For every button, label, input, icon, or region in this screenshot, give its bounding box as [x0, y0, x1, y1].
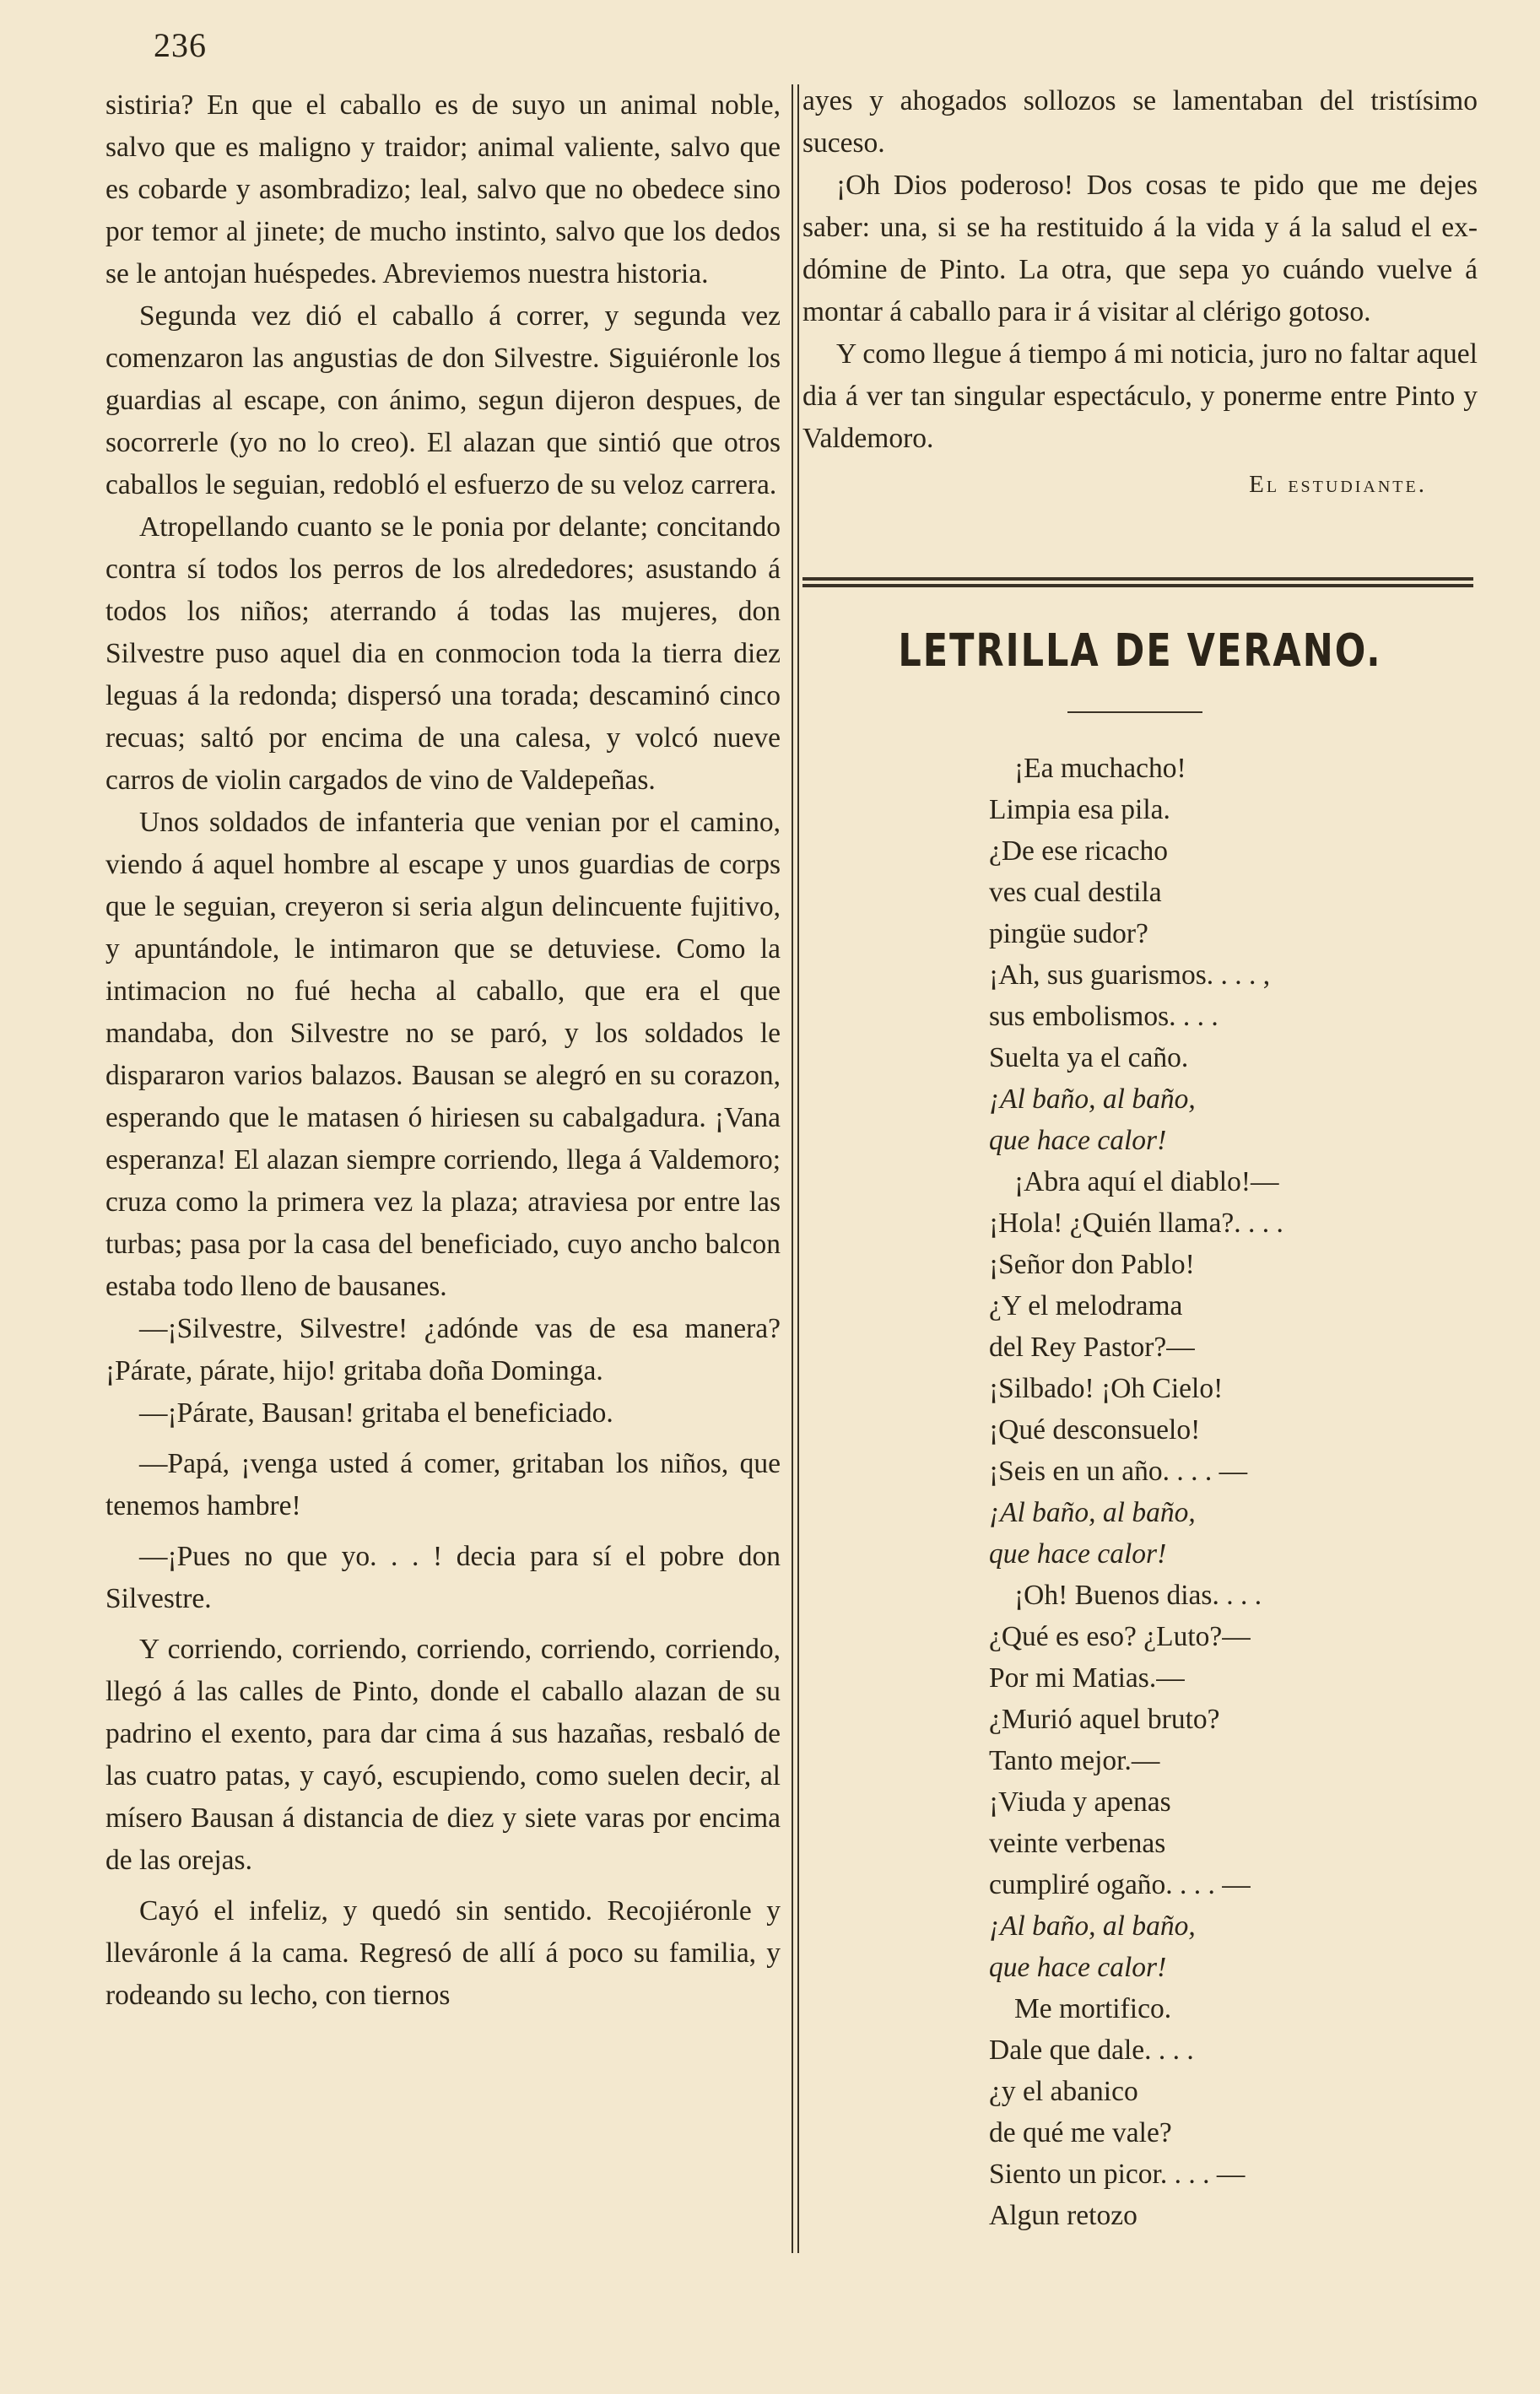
paragraph: —¡Párate, Bausan! gritaba el beneficiado. — [139, 1397, 613, 1429]
poem-line: ¿Y el melodrama — [989, 1290, 1183, 1321]
paragraph: ayes y ahogados sollozos se lamentaban del tristísimo suceso. — [802, 85, 1478, 159]
poem-line: ¡Ea muchacho! — [1014, 753, 1186, 784]
paragraph: ¡Oh Dios poderoso! Dos cosas te pido que me dejes saber: una, si se ha restituido á la vida y á la salud el ex-dómine de Pinto. La otra, que sepa yo cuándo vuelve á montar á caballo para ir á visitar al clérigo gotoso. — [802, 170, 1478, 327]
poem-line: sus embolismos. . . . — [989, 1001, 1218, 1032]
author-signature: El estudiante. — [1249, 471, 1427, 498]
poem-line: ¡Silbado! ¡Oh Cielo! — [989, 1373, 1224, 1404]
poem-line: Suelta ya el caño. — [989, 1042, 1189, 1073]
page-number: 236 — [154, 26, 207, 64]
right-column — [802, 80, 1478, 505]
poem-line: que hace calor! — [989, 1125, 1167, 1156]
paragraph: Y corriendo, corriendo, corriendo, corriendo, corriendo, llegó á las calles de Pinto, donde el caballo alazan de su padrino el exento, para dar cima á sus hazañas, resbaló de las cuatro patas, y cayó, escupiendo, como suelen decir, al mísero Bausan á distancia de diez y siete varas por encima de las orejas. — [105, 1634, 781, 1876]
left-column — [105, 84, 781, 2017]
poem-line: ¡Viuda y apenas — [989, 1786, 1171, 1818]
poem-line: cumpliré ogaño. . . . — — [989, 1869, 1251, 1900]
poem-line: Me mortifico. — [1014, 1993, 1172, 2024]
poem-line: del Rey Pastor?— — [989, 1332, 1195, 1363]
poem-line: ¡Qué desconsuelo! — [989, 1414, 1201, 1446]
paragraph: Cayó el infeliz, y quedó sin sentido. Recojiéronle y lleváronle á la cama. Regresó de allí á poco su familia, y rodeando su lecho, con tiernos — [105, 1895, 781, 2011]
column-divider — [792, 84, 799, 2253]
paragraph: Unos soldados de infanteria que venian por el camino, viendo á aquel hombre al escape y unos guardias de corps que le seguian, creyeron si seria algun delincuente fujitivo, y apuntándole, le intimaron que se detuviese. Como la intimacion no fué hecha al caballo, que era el que mandaba, don Silvestre no se paró, y los soldados le dispararon varios balazos. Bausan se alegró en su corazon, esperando que le matasen ó hiriesen su cabalgadura. ¡Vana esperanza! El alazan siempre corriendo, llega á Valdemoro; cruza como la primera vez la plaza; atraviesa por entre las turbas; pasa por la casa del beneficiado, cuyo ancho balcon estaba todo lleno de bausanes. — [105, 807, 781, 1302]
poem-line: Tanto mejor.— — [989, 1745, 1160, 1776]
poem-line: ¡Al baño, al baño, — [989, 1084, 1196, 1115]
section-rule — [802, 577, 1473, 589]
poem-line: ¿Murió aquel bruto? — [989, 1704, 1220, 1735]
poem-line: de qué me vale? — [989, 2117, 1172, 2148]
poem-line: ¡Ah, sus guarismos. . . . , — [989, 959, 1271, 991]
paragraph: sistiria? En que el caballo es de suyo un animal noble, salvo que es maligno y traidor; animal valiente, salvo que es cobarde y asombradizo; leal, salvo que no obedece sino por temor al jinete; de mucho instinto, salvo que los dedos se le antojan huéspedes. Abreviemos nuestra historia. — [105, 89, 781, 289]
paragraph: Y como llegue á tiempo á mi noticia, juro no faltar aquel dia á ver tan singular espectáculo, y ponerme entre Pinto y Valdemoro. — [802, 338, 1478, 454]
poem-line: que hace calor! — [989, 1952, 1167, 1983]
paragraph: —Papá, ¡venga usted á comer, gritaban los niños, que tenemos hambre! — [105, 1448, 781, 1521]
poem-line: ¡Al baño, al baño, — [989, 1497, 1196, 1528]
poem-line: Por mi Matias.— — [989, 1662, 1185, 1694]
poem-line: ¡Abra aquí el diablo!— — [1014, 1166, 1279, 1197]
poem-line: Dale que dale. . . . — [989, 2035, 1194, 2066]
poem-line: que hace calor! — [989, 1538, 1167, 1570]
paragraph: Atropellando cuanto se le ponia por delante; concitando contra sí todos los perros de los alrededores; asustando á todos los niños; aterrando á todas las mujeres, don Silvestre puso aquel dia en conmocion toda la tierra diez leguas á la redonda; dispersó una torada; descaminó cinco recuas; saltó por encima de una calesa, y volcó nueve carros de violin cargados de vino de Valdepeñas. — [105, 511, 781, 796]
poem-line: Siento un picor. . . . — — [989, 2159, 1246, 2190]
poem-line: veinte verbenas — [989, 1828, 1166, 1859]
title-rule — [1067, 711, 1202, 713]
poem-line: ¡Al baño, al baño, — [989, 1910, 1196, 1942]
poem-title: LETRILLA DE VERANO. — [898, 624, 1382, 678]
poem-line: ¿Qué es eso? ¿Luto?— — [989, 1621, 1251, 1652]
poem-line: ¡Seis en un año. . . . — — [989, 1456, 1248, 1487]
paragraph: —¡Pues no que yo. . . ! decia para sí el pobre don Silvestre. — [105, 1541, 781, 1614]
poem-line: ¡Hola! ¿Quién llama?. . . . — [989, 1208, 1283, 1239]
poem-line: pingüe sudor? — [989, 918, 1148, 949]
poem-body — [989, 748, 1462, 2236]
poem-line: ves cual destila — [989, 877, 1162, 908]
poem-line: ¡Oh! Buenos dias. . . . — [1014, 1580, 1262, 1611]
paragraph: Segunda vez dió el caballo á correr, y segunda vez comenzaron las angustias de don Silvestre. Siguiéronle los guardias al escape, con ánimo, segun dijeron despues, de socorrerle (yo no lo creo). El alazan que sintió que otros caballos le seguian, redobló el esfuerzo de su veloz carrera. — [105, 300, 781, 500]
poem-line: Algun retozo — [989, 2200, 1137, 2231]
poem-line: ¿y el abanico — [989, 2076, 1138, 2107]
paragraph: —¡Silvestre, Silvestre! ¿adónde vas de esa manera? ¡Párate, párate, hijo! gritaba doña Dominga. — [105, 1313, 781, 1386]
poem-line: ¿De ese ricacho — [989, 835, 1169, 867]
poem-line: ¡Señor don Pablo! — [989, 1249, 1195, 1280]
poem-line: Limpia esa pila. — [989, 794, 1170, 825]
